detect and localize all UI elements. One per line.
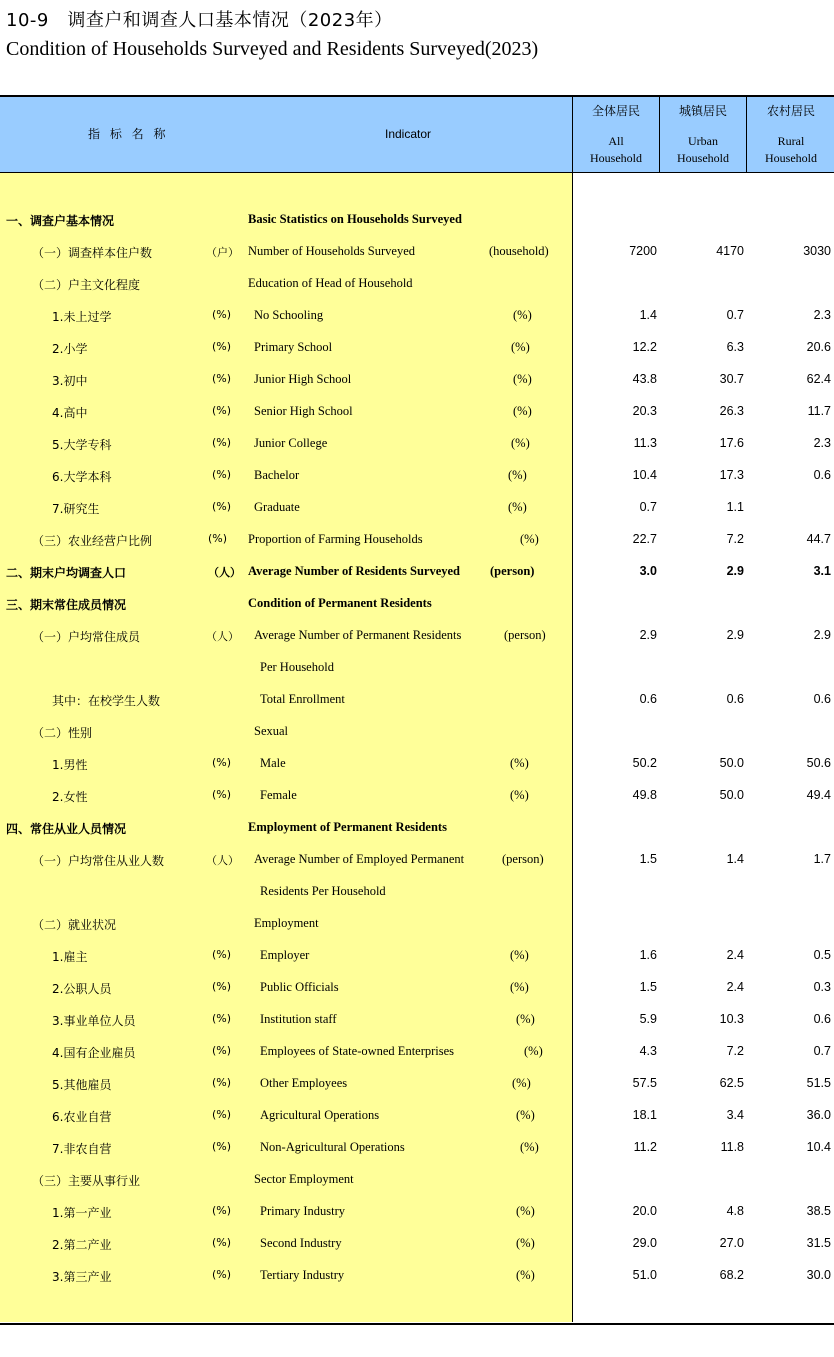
value-rural: 3030 <box>803 244 831 258</box>
row-unit-zh: (%) <box>212 500 232 513</box>
row-unit-zh: (%) <box>212 1204 232 1217</box>
row-label-en: Bachelor <box>254 468 300 482</box>
value-urban: 7.2 <box>726 532 744 546</box>
value-rural: 20.6 <box>806 340 831 354</box>
row-unit-zh: (%) <box>212 1012 232 1025</box>
value-urban: 2.9 <box>726 628 744 642</box>
value-all: 11.3 <box>633 436 657 450</box>
value-urban: 30.7 <box>719 372 744 386</box>
value-urban: 1.4 <box>726 852 744 866</box>
table-row <box>0 205 834 237</box>
row-unit-en: (household) <box>489 244 549 258</box>
value-urban: 2.9 <box>726 564 744 578</box>
header-col-en1: All <box>608 134 624 148</box>
header-col-all <box>572 97 659 172</box>
row-label-zh: 2.女性 <box>52 790 88 804</box>
table-row <box>0 1197 834 1229</box>
value-rural: 2.3 <box>813 436 831 450</box>
value-all: 2.9 <box>639 628 657 642</box>
value-all: 1.4 <box>639 308 657 322</box>
value-urban: 11.8 <box>720 1140 744 1154</box>
row-label-zh: 一、调查户基本情况 <box>6 214 115 228</box>
row-label-zh: 3.初中 <box>52 374 88 388</box>
value-urban: 17.6 <box>719 436 744 450</box>
row-label-zh: 5.大学专科 <box>52 438 112 452</box>
value-rural: 38.5 <box>806 1204 831 1218</box>
value-rural: 0.5 <box>813 948 831 962</box>
row-label-en: Senior High School <box>254 404 353 418</box>
row-unit-en: (%) <box>513 404 532 418</box>
row-unit-en: (person) <box>502 852 544 866</box>
table-row <box>0 1165 834 1197</box>
row-unit-en: (%) <box>524 1044 543 1058</box>
row-unit-en: (%) <box>510 948 529 962</box>
row-unit-en: (%) <box>510 980 529 994</box>
value-rural: 0.6 <box>813 692 831 706</box>
header-col-zh: 全体居民 <box>591 104 640 118</box>
table-row <box>0 781 834 813</box>
header-col-en2: Household <box>677 151 729 165</box>
header-col-en2: Household <box>590 151 642 165</box>
row-label-zh: 2.公职人员 <box>52 982 112 996</box>
row-label-zh: 4.国有企业雇员 <box>52 1046 136 1060</box>
page-title-en: Condition of Households Surveyed and Residents Surveyed(2023) <box>6 38 539 60</box>
table-row <box>0 493 834 525</box>
value-all: 29.0 <box>632 1236 657 1250</box>
row-unit-en: (%) <box>516 1204 535 1218</box>
row-label-en: Employment of Permanent Residents <box>248 820 447 834</box>
table-row <box>0 525 834 557</box>
value-urban: 4.8 <box>726 1204 744 1218</box>
value-all: 12.2 <box>632 340 657 354</box>
row-unit-zh: (%) <box>212 308 232 321</box>
value-urban: 68.2 <box>719 1268 744 1282</box>
value-rural: 0.6 <box>813 468 831 482</box>
row-label-en: Average Number of Permanent Residents <box>254 628 462 642</box>
table-header <box>0 97 834 173</box>
value-rural: 51.5 <box>806 1076 831 1090</box>
row-label-en: Number of Households Surveyed <box>248 244 415 258</box>
row-label-zh: 三、期末常住成员情况 <box>6 598 127 612</box>
value-all: 4.3 <box>639 1044 657 1058</box>
value-all: 49.8 <box>632 788 657 802</box>
row-label-zh: 7.非农自营 <box>52 1142 112 1156</box>
value-rural: 50.6 <box>806 756 831 770</box>
row-label-zh: 1.第一产业 <box>52 1206 112 1220</box>
table-row <box>0 685 834 717</box>
row-label-en: Public Officials <box>260 980 339 994</box>
value-all: 51.0 <box>632 1268 657 1282</box>
value-all: 7200 <box>629 244 657 258</box>
value-urban: 0.6 <box>726 692 744 706</box>
value-rural: 3.1 <box>813 564 831 578</box>
header-col-zh: 城镇居民 <box>678 104 727 118</box>
row-unit-zh: （人） <box>208 566 241 579</box>
row-label-en: Institution staff <box>260 1012 337 1026</box>
value-rural: 49.4 <box>806 788 831 802</box>
row-unit-en: (%) <box>508 468 527 482</box>
table-row <box>0 557 834 589</box>
row-label-zh: 2.第二产业 <box>52 1238 112 1252</box>
header-col-rural <box>746 97 834 172</box>
row-unit-zh: (%) <box>212 1044 232 1057</box>
value-all: 5.9 <box>639 1012 657 1026</box>
row-unit-zh: (%) <box>212 1268 232 1281</box>
row-unit-en: (%) <box>520 532 539 546</box>
row-unit-en: (%) <box>510 788 529 802</box>
value-all: 18.1 <box>632 1108 657 1122</box>
row-label-en: Sexual <box>254 724 289 738</box>
value-all: 57.5 <box>632 1076 657 1090</box>
row-label-en: Graduate <box>254 500 300 514</box>
row-unit-zh: (%) <box>212 1108 232 1121</box>
value-all: 10.4 <box>632 468 657 482</box>
table-row <box>0 1037 834 1069</box>
value-urban: 3.4 <box>726 1108 744 1122</box>
table-row <box>0 877 834 909</box>
value-urban: 50.0 <box>719 756 744 770</box>
row-label-zh: 7.研究生 <box>52 502 100 516</box>
table-row <box>0 269 834 301</box>
row-label-zh: 1.男性 <box>52 758 88 772</box>
table-row <box>0 1005 834 1037</box>
row-unit-en: (%) <box>513 308 532 322</box>
value-all: 0.7 <box>639 500 657 514</box>
row-label-en: Employment <box>254 916 319 930</box>
value-rural: 44.7 <box>806 532 831 546</box>
table-row <box>0 653 834 685</box>
header-name-zh: 指 标 名 称 <box>88 127 169 141</box>
row-unit-en: (%) <box>513 372 532 386</box>
value-all: 0.6 <box>639 692 657 706</box>
table-row <box>0 333 834 365</box>
row-unit-zh: (%) <box>212 980 232 993</box>
value-rural: 0.3 <box>813 980 831 994</box>
row-unit-zh: (%) <box>212 1236 232 1249</box>
row-label-zh: 1.雇主 <box>52 950 88 964</box>
row-label-en: Male <box>260 756 286 770</box>
table-row <box>0 813 834 845</box>
row-unit-en: (person) <box>490 564 535 578</box>
row-unit-en: (%) <box>512 1076 531 1090</box>
table-row <box>0 621 834 653</box>
table-row <box>0 1101 834 1133</box>
value-all: 3.0 <box>639 564 657 578</box>
row-label-zh: 2.小学 <box>52 342 88 356</box>
row-label-zh: 其中：在校学生人数 <box>52 694 161 708</box>
row-label-zh: （二）就业状况 <box>32 918 117 932</box>
row-unit-zh: (%) <box>212 340 232 353</box>
value-urban: 2.4 <box>726 980 744 994</box>
row-label-zh: （二）户主文化程度 <box>32 278 141 292</box>
table-row <box>0 589 834 621</box>
row-label-en: Residents Per Household <box>260 884 386 898</box>
table-row <box>0 237 834 269</box>
row-label-zh: 四、常住从业人员情况 <box>6 822 127 836</box>
row-label-en: Junior High School <box>254 372 352 386</box>
header-col-urban <box>659 97 746 172</box>
row-label-en: Average Number of Employed Permanent <box>254 852 465 866</box>
row-label-en: Proportion of Farming Households <box>248 532 423 546</box>
row-unit-zh: (%) <box>212 372 232 385</box>
value-rural: 0.7 <box>813 1044 831 1058</box>
header-indicator: Indicator <box>385 127 432 141</box>
value-rural: 2.3 <box>813 308 831 322</box>
value-all: 1.6 <box>639 948 657 962</box>
row-label-en: Per Household <box>260 660 334 674</box>
header-col-en1: Rural <box>777 134 805 148</box>
row-label-en: Education of Head of Household <box>248 276 413 290</box>
row-label-zh: 3.事业单位人员 <box>52 1014 136 1028</box>
value-urban: 6.3 <box>726 340 744 354</box>
row-unit-zh: (%) <box>208 532 228 545</box>
row-label-en: Primary Industry <box>260 1204 346 1218</box>
row-label-en: Sector Employment <box>254 1172 354 1186</box>
value-all: 22.7 <box>632 532 657 546</box>
value-rural: 1.7 <box>813 852 831 866</box>
value-urban: 50.0 <box>719 788 744 802</box>
row-unit-zh: (%) <box>212 756 232 769</box>
value-rural: 62.4 <box>806 372 831 386</box>
row-unit-en: (%) <box>516 1268 535 1282</box>
row-label-en: Primary School <box>254 340 333 354</box>
row-unit-en: (%) <box>511 340 530 354</box>
row-label-zh: （一）户均常住从业人数 <box>32 854 165 868</box>
row-label-en: Junior College <box>254 436 328 450</box>
table-row <box>0 397 834 429</box>
value-rural: 2.9 <box>813 628 831 642</box>
row-label-zh: 6.大学本科 <box>52 470 112 484</box>
table-row <box>0 1261 834 1293</box>
row-unit-en: (%) <box>520 1140 539 1154</box>
row-label-zh: （一）户均常住成员 <box>32 630 141 644</box>
value-rural: 31.5 <box>806 1236 831 1250</box>
value-rural: 11.7 <box>807 404 831 418</box>
table-row <box>0 749 834 781</box>
page-title-zh: 10-9 调查户和调查人口基本情况（2023年） <box>6 10 393 31</box>
table-row <box>0 365 834 397</box>
value-rural: 0.6 <box>813 1012 831 1026</box>
row-unit-zh: (%) <box>212 404 232 417</box>
row-label-en: Employees of State-owned Enterprises <box>260 1044 455 1058</box>
row-label-zh: 6.农业自营 <box>52 1110 112 1124</box>
row-label-en: Employer <box>260 948 310 962</box>
value-rural: 30.0 <box>806 1268 831 1282</box>
row-label-en: Tertiary Industry <box>260 1268 345 1282</box>
table-row <box>0 461 834 493</box>
value-all: 50.2 <box>632 756 657 770</box>
row-label-en: Female <box>260 788 297 802</box>
table-row <box>0 909 834 941</box>
table-row <box>0 717 834 749</box>
value-urban: 27.0 <box>719 1236 744 1250</box>
table-row <box>0 429 834 461</box>
row-unit-zh: (%) <box>212 948 232 961</box>
row-unit-en: (%) <box>516 1108 535 1122</box>
row-label-en: Other Employees <box>260 1076 348 1090</box>
value-urban: 10.3 <box>719 1012 744 1026</box>
table-row <box>0 973 834 1005</box>
table-row <box>0 1133 834 1165</box>
row-unit-zh: （人） <box>206 630 239 643</box>
row-unit-zh: （户） <box>206 246 239 259</box>
row-unit-en: (%) <box>510 756 529 770</box>
row-label-zh: 1.未上过学 <box>52 310 112 324</box>
row-label-en: Second Industry <box>260 1236 342 1250</box>
row-unit-zh: (%) <box>212 436 232 449</box>
value-all: 43.8 <box>632 372 657 386</box>
value-rural: 10.4 <box>806 1140 831 1154</box>
table-row <box>0 941 834 973</box>
row-unit-en: (%) <box>508 500 527 514</box>
row-label-en: Condition of Permanent Residents <box>248 596 432 610</box>
row-unit-zh: (%) <box>212 788 232 801</box>
value-urban: 4170 <box>716 244 744 258</box>
value-all: 11.2 <box>633 1140 657 1154</box>
row-unit-en: (%) <box>516 1236 535 1250</box>
table-row <box>0 1229 834 1261</box>
header-col-zh: 农村居民 <box>766 104 815 118</box>
row-label-en: Total Enrollment <box>260 692 345 706</box>
row-unit-en: (%) <box>516 1012 535 1026</box>
row-label-zh: （三）主要从事行业 <box>32 1174 141 1188</box>
value-urban: 26.3 <box>719 404 744 418</box>
table-row <box>0 1069 834 1101</box>
value-all: 1.5 <box>639 980 657 994</box>
row-label-zh: 3.第三产业 <box>52 1270 112 1284</box>
value-urban: 17.3 <box>719 468 744 482</box>
value-all: 20.0 <box>632 1204 657 1218</box>
header-col-en2: Household <box>765 151 817 165</box>
row-label-zh: 二、期末户均调查人口 <box>6 566 127 580</box>
value-rural: 36.0 <box>806 1108 831 1122</box>
row-label-en: Non-Agricultural Operations <box>260 1140 405 1154</box>
row-label-zh: 5.其他雇员 <box>52 1078 112 1092</box>
value-urban: 7.2 <box>726 1044 744 1058</box>
value-urban: 2.4 <box>726 948 744 962</box>
row-unit-zh: (%) <box>212 1076 232 1089</box>
row-unit-en: (%) <box>511 436 530 450</box>
table-row <box>0 845 834 877</box>
row-label-en: Basic Statistics on Households Surveyed <box>248 212 462 226</box>
value-urban: 0.7 <box>726 308 744 322</box>
row-unit-zh: (%) <box>212 1140 232 1153</box>
bottom-rule <box>0 1323 834 1325</box>
value-urban: 1.1 <box>726 500 744 514</box>
table-row <box>0 301 834 333</box>
row-label-zh: （一）调查样本住户数 <box>32 246 153 260</box>
row-unit-zh: （人） <box>206 854 239 867</box>
value-all: 20.3 <box>632 404 657 418</box>
value-all: 1.5 <box>639 852 657 866</box>
row-label-zh: （三）农业经营户比例 <box>32 534 153 548</box>
row-label-en: Agricultural Operations <box>260 1108 380 1122</box>
row-label-en: No Schooling <box>254 308 324 322</box>
value-urban: 62.5 <box>719 1076 744 1090</box>
header-col-en1: Urban <box>688 134 718 148</box>
row-unit-en: (person) <box>504 628 546 642</box>
row-label-zh: 4.高中 <box>52 406 88 420</box>
row-label-zh: （二）性别 <box>32 726 93 740</box>
row-unit-zh: (%) <box>212 468 232 481</box>
row-label-en: Average Number of Residents Surveyed <box>248 564 461 578</box>
